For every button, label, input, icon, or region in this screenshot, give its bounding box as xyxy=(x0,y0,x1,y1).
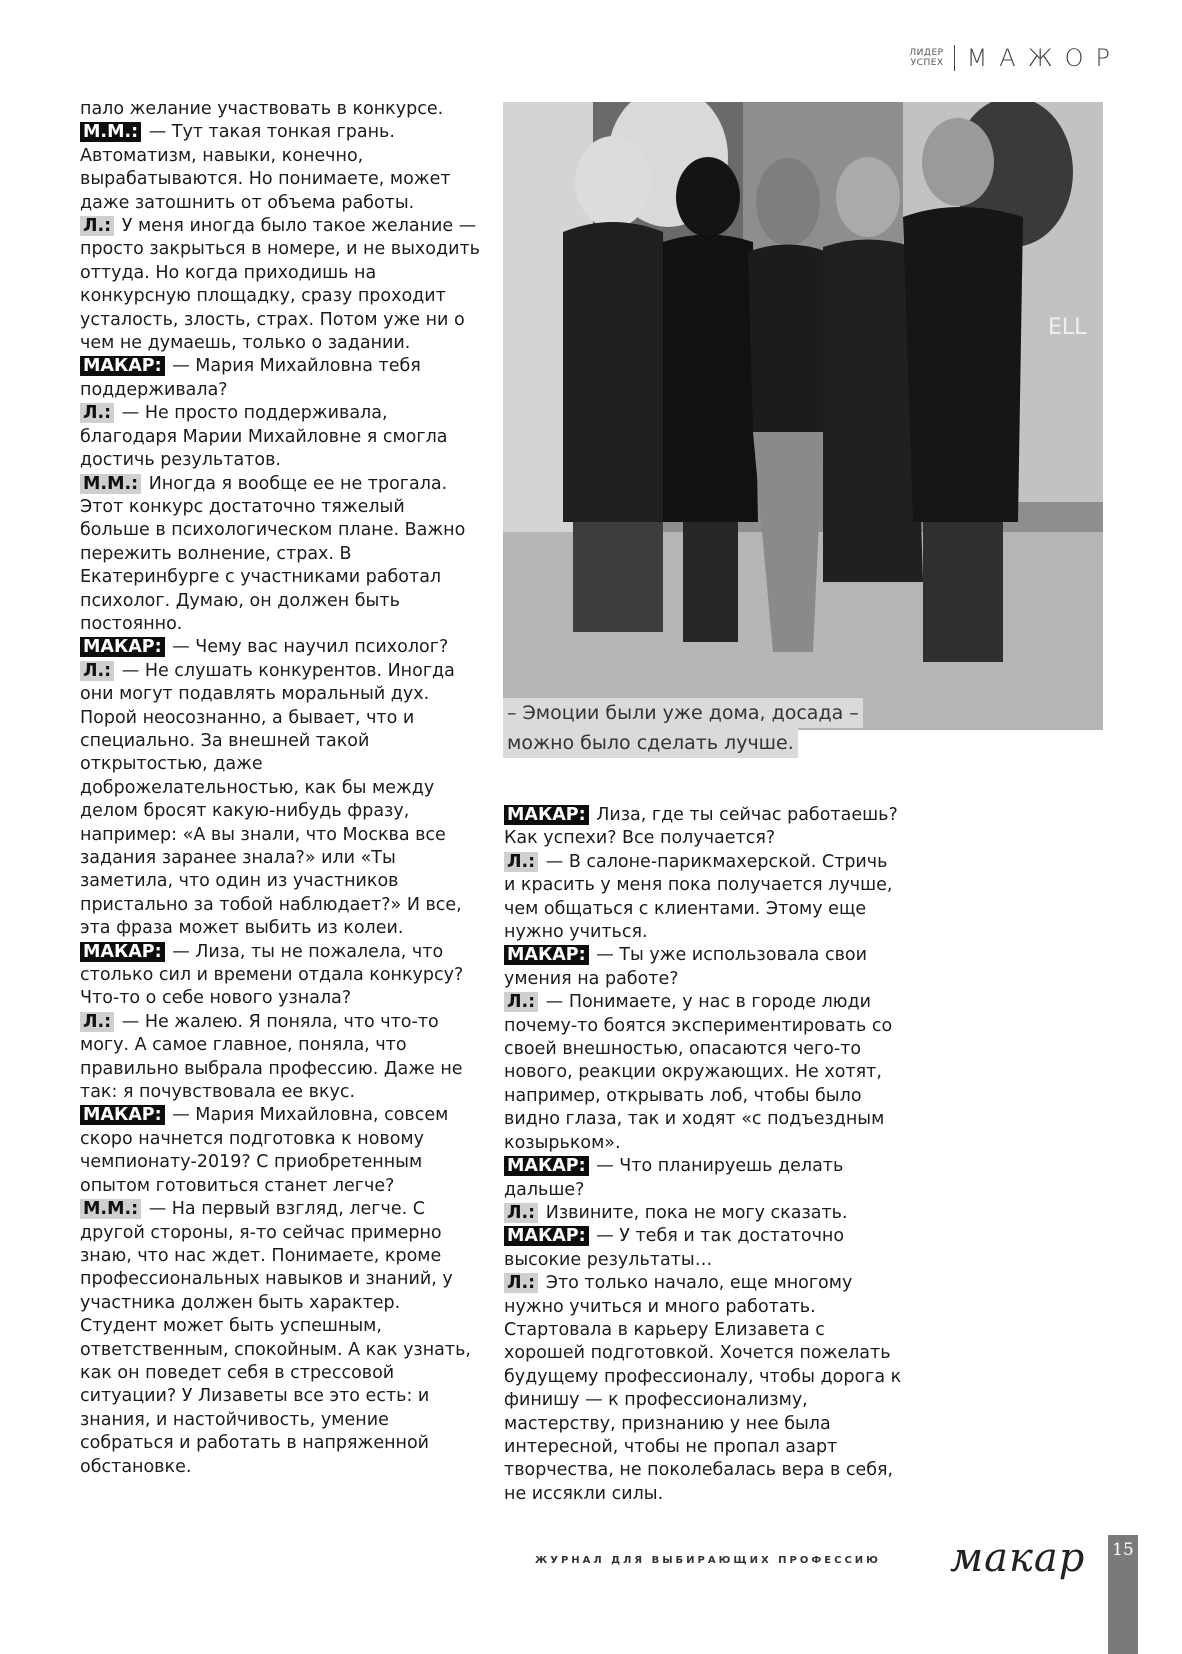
paragraph xyxy=(504,1319,904,1506)
paragraph xyxy=(80,660,480,941)
paragraph xyxy=(504,1272,904,1319)
right-text-column xyxy=(504,804,904,1506)
paragraph-text: — Не жалею. Я поняла, что что-то могу. А самое главное, поняла, что правильно выбрала профессию. Даже не так: я почувствовала ее вкус. xyxy=(80,1011,463,1103)
paragraph xyxy=(80,941,480,1011)
page-header xyxy=(909,44,1122,72)
paragraph xyxy=(80,636,480,659)
header-divider xyxy=(954,45,955,71)
footer-tagline: ЖУРНАЛ ДЛЯ ВЫБИРАЮЩИХ ПРОФЕССИЮ xyxy=(535,1555,881,1566)
speaker-label: М.М.: xyxy=(80,474,141,494)
paragraph-text: — Что планируешь делать дальше? xyxy=(504,1156,844,1200)
paragraph xyxy=(504,1225,904,1272)
speaker-label: Л.: xyxy=(80,216,114,236)
paragraph xyxy=(80,473,480,637)
paragraph-text: Лиза, где ты сейчас работаешь? Как успехи? Все получается? xyxy=(504,805,898,849)
magazine-logo: макар xyxy=(950,1535,1086,1581)
paragraph xyxy=(80,98,480,121)
speaker-label: М.М.: xyxy=(80,1199,141,1219)
speaker-label: Л.: xyxy=(80,403,114,423)
page-number: 15 xyxy=(1112,1540,1134,1560)
speaker-label: МАКАР: xyxy=(504,805,589,825)
paragraph-text: — Лиза, ты не пожалела, что столько сил и времени отдала конкурсу? Что-то о себе нового узнала? xyxy=(80,941,464,1009)
caption-line2: можно было сделать лучше. xyxy=(503,728,798,758)
paragraph xyxy=(504,991,904,1155)
paragraph xyxy=(504,851,904,945)
paragraph-text: — Тут такая тонкая грань. Автоматизм, навыки, конечно, вырабатываются. Но понимаете, может даже затошнить от объема работы. xyxy=(80,122,451,213)
paragraph-text: У меня иногда было такое желание — просто закрыться в номере, и не выходить оттуда. Но когда приходишь на конкурсную площадку, сразу проходит усталость, злость, страх. Потом уже ни о чем не думаешь, только о задании. xyxy=(80,216,480,354)
paragraph-text: пало желание участвовать в конкурсе. xyxy=(80,99,444,119)
caption-line1: – Эмоции были уже дома, досада – xyxy=(503,698,863,728)
paragraph-text: — У тебя и так достаточно высокие результаты… xyxy=(504,1226,845,1270)
paragraph-text: Это только начало, еще многому нужно учиться и много работать. xyxy=(504,1273,853,1317)
paragraph-text: Извините, пока не могу сказать. xyxy=(540,1202,848,1223)
paragraph-text: — Чему вас научил психолог? xyxy=(166,637,449,658)
paragraph xyxy=(504,944,904,991)
paragraph-text: — Понимаете, у нас в городе люди почему-то боятся экспериментировать со своей внешностью, опасаются чего-то нового, реакции окружающих. Не хотят, например, открывать лоб, чтобы было видно глаза, так и ходят «с подъездным козырьком». xyxy=(504,992,893,1153)
group-photo xyxy=(503,102,1103,730)
left-text-column xyxy=(80,98,480,1479)
section-label xyxy=(909,48,943,68)
speaker-label: МАКАР: xyxy=(80,356,165,376)
paragraph-text: — Не просто поддерживала, благодаря Марии Михайловне я смогла достичь результатов. xyxy=(80,403,448,471)
paragraph-text: Иногда я вообще ее не трогала. Этот конкурс достаточно тяжелый больше в психологическом плане. Важно пережить волнение, страх. В Екатеринбурге с участниками работал психолог. Думаю, он должен быть постоянно. xyxy=(80,473,466,634)
speaker-label: МАКАР: xyxy=(504,1156,589,1176)
paragraph-text: — Не слушать конкурентов. Иногда они могут подавлять моральный дух. Порой неосознанно, а бывает, что и специально. За внешней такой открытостью, даже доброжелательностью, как бы между делом бросят какую-нибудь фразу, например: «А вы знали, что Москва все задания заранее знала?» или «Ты заметила, что один из участников пристально за тобой наблюдает?» И все, эта фраза может выбить из колеи. xyxy=(80,660,462,939)
paragraph-text: — В салоне-парикмахерской. Стричь и красить у меня пока получается лучше, чем общаться с клиентами. Этому еще нужно учиться. xyxy=(504,851,893,943)
speaker-label: Л.: xyxy=(504,852,538,872)
speaker-label: Л.: xyxy=(504,992,538,1012)
speaker-label: Л.: xyxy=(504,1273,538,1293)
speaker-label: Л.: xyxy=(80,661,114,681)
paragraph-text: Стартовала в карьеру Елизавета с хорошей подготовкой. Хочется пожелать будущему профессионалу, чтобы дорога к финишу — к профессионализму, мастерству, признанию у нее была интересной, чтобы не пропал азарт творчества, не поколебалась вера в себя, не иссякли силы. xyxy=(504,1319,902,1504)
paragraph xyxy=(504,1202,904,1225)
speaker-label: МАКАР: xyxy=(504,1226,589,1246)
paragraph-text: — Ты уже использовала свои умения на работе? xyxy=(504,945,867,989)
paragraph xyxy=(80,1198,480,1479)
speaker-label: МАКАР: xyxy=(80,637,165,657)
photo-caption xyxy=(503,698,863,758)
speaker-label: М.М.: xyxy=(80,122,141,142)
paragraph xyxy=(80,355,480,402)
section-label-line2: УСПЕХ xyxy=(910,58,944,68)
speaker-label: Л.: xyxy=(80,1012,114,1032)
speaker-label: Л.: xyxy=(504,1203,538,1223)
paragraph xyxy=(80,1104,480,1198)
section-title: МАЖОР xyxy=(966,44,1122,72)
section-label-line1: ЛИДЕР xyxy=(909,48,944,58)
paragraph xyxy=(80,121,480,215)
poster-text: ELL xyxy=(1048,315,1087,340)
speaker-label: МАКАР: xyxy=(80,1105,165,1125)
paragraph-text: — Мария Михайловна, совсем скоро начнется подготовка к новому чемпионату-2019? С приобретенным опытом готовиться станет легче? xyxy=(80,1105,449,1196)
paragraph-text: — На первый взгляд, легче. С другой стороны, я-то сейчас примерно знаю, что нас ждет. Понимаете, кроме профессиональных навыков и знаний, у участника должен быть характер. Студент может быть успешным, ответственным, спокойным. А как узнать, как он поведет себя в стрессовой ситуации? У Лизаветы все это есть: и знания, и настойчивость, умение собраться и работать в напряженной обстановке. xyxy=(80,1199,471,1477)
paragraph xyxy=(80,215,480,355)
paragraph xyxy=(504,1155,904,1202)
paragraph xyxy=(504,804,904,851)
paragraph xyxy=(80,1011,480,1105)
speaker-label: МАКАР: xyxy=(80,942,165,962)
paragraph xyxy=(80,402,480,472)
speaker-label: МАКАР: xyxy=(504,945,589,965)
paragraph-text: — Мария Михайловна тебя поддерживала? xyxy=(80,356,421,400)
